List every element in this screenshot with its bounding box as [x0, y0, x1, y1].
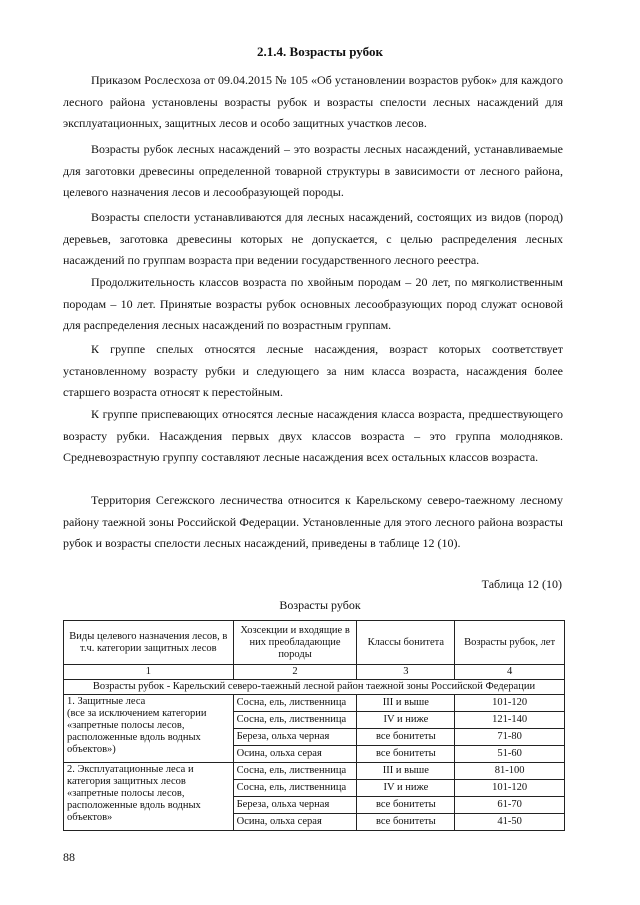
- site-class-cell: IV и ниже: [357, 712, 455, 729]
- paragraph-mature-group: К группе спелых относятся лесные насаждения, возраст которых соответствует установленному возрасту рубки и следующего за ним класса возраста, насаждения более старшего возраста относят к перестойным.: [63, 342, 563, 399]
- site-class-cell: все бонитеты: [357, 746, 455, 763]
- species-cell: Береза, ольха черная: [233, 797, 357, 814]
- paragraph-order: Приказом Рослесхоза от 09.04.2015 № 105 «Об установлении возрастов рубок» для каждого лесного района установлены возрасты рубок и возрасты спелости лесных насаждений для эксплуатационных, защитных лесов и особо защитных участков лесов.: [63, 73, 563, 130]
- species-cell: Осина, ольха серая: [233, 746, 357, 763]
- felling-age-cell: 101-120: [455, 780, 565, 797]
- table-title: Возрасты рубок: [279, 598, 361, 612]
- felling-age-cell: 71-80: [455, 729, 565, 746]
- table-number-caption: Таблица 12 (10): [481, 577, 562, 591]
- zone-row: Возрасты рубок - Карельский северо-таежный лесной район таежной зоны Российской Федерации: [64, 680, 565, 695]
- felling-age-cell: 81-100: [455, 763, 565, 780]
- table-row: [64, 695, 565, 712]
- paragraph-territory: Территория Сегежского лесничества относится к Карельскому северо-таежному лесному району таежной зоны Российской Федерации. Установленные для этого лесного района возрасты рубок и возрасты спелости лесных насаждений, приведены в таблице 12 (10).: [63, 493, 563, 550]
- category-cell: 1. Защитные леса (все за исключением категории «запретные полосы лесов, расположенные вдоль водных объектов»): [64, 695, 234, 763]
- paragraph-premature-group: К группе приспевающих относятся лесные насаждения класса возраста, предшествующего возрасту рубки. Насаждения первых двух классов возраста – это группа молодняков. Средневозрастную группу составляют лесные насаждения всех остальных классов возраста.: [63, 407, 563, 464]
- site-class-cell: III и выше: [357, 763, 455, 780]
- species-cell: Сосна, ель, лиственница: [233, 712, 357, 729]
- site-class-cell: IV и ниже: [357, 780, 455, 797]
- paragraph-age-classes: Продолжительность классов возраста по хвойным породам – 20 лет, по мягколиственным породам – 10 лет. Принятые возрасты рубок основных лесообразующих пород служат основой для распределения лесных насаждений по возрастным группам.: [63, 275, 563, 332]
- header-cell: Хозсекции и входящие в них преобладающие породы: [233, 621, 357, 665]
- page-number: 88: [63, 850, 75, 864]
- species-cell: Осина, ольха серая: [233, 814, 357, 831]
- column-number: 4: [455, 665, 565, 680]
- felling-age-cell: 101-120: [455, 695, 565, 712]
- site-class-cell: все бонитеты: [357, 797, 455, 814]
- species-cell: Сосна, ель, лиственница: [233, 780, 357, 797]
- column-number: 1: [64, 665, 234, 680]
- header-cell: Виды целевого назначения лесов, в т.ч. категории защитных лесов: [64, 621, 234, 665]
- column-number: 2: [233, 665, 357, 680]
- species-cell: Сосна, ель, лиственница: [233, 763, 357, 780]
- section-heading: 2.1.4. Возрасты рубок: [257, 44, 383, 59]
- felling-age-cell: 41-50: [455, 814, 565, 831]
- felling-ages-table: [63, 620, 565, 831]
- category-cell: 2. Эксплуатационные леса и категория защитных лесов «запретные полосы лесов, расположенные вдоль водных объектов»: [64, 763, 234, 831]
- column-number: 3: [357, 665, 455, 680]
- paragraph-felling-ages: Возрасты рубок лесных насаждений – это возрасты лесных насаждений, устанавливаемые для заготовки древесины определенной товарной структуры в зависимости от лесного района, целевого назначения лесов и лесообразующей породы.: [63, 142, 563, 199]
- header-cell: Классы бонитета: [357, 621, 455, 665]
- felling-age-cell: 51-60: [455, 746, 565, 763]
- table-row: [64, 763, 565, 780]
- site-class-cell: все бонитеты: [357, 814, 455, 831]
- species-cell: Сосна, ель, лиственница: [233, 695, 357, 712]
- site-class-cell: все бонитеты: [357, 729, 455, 746]
- paragraph-maturity-ages: Возрасты спелости устанавливаются для лесных насаждений, состоящих из видов (пород) деревьев, заготовка древесины которых не допускается, с целью распределения лесных насаждений по группам возраста при ведении государственного лесного реестра.: [63, 210, 563, 267]
- felling-age-cell: 61-70: [455, 797, 565, 814]
- site-class-cell: III и выше: [357, 695, 455, 712]
- felling-age-cell: 121-140: [455, 712, 565, 729]
- header-cell: Возрасты рубок, лет: [455, 621, 565, 665]
- species-cell: Береза, ольха черная: [233, 729, 357, 746]
